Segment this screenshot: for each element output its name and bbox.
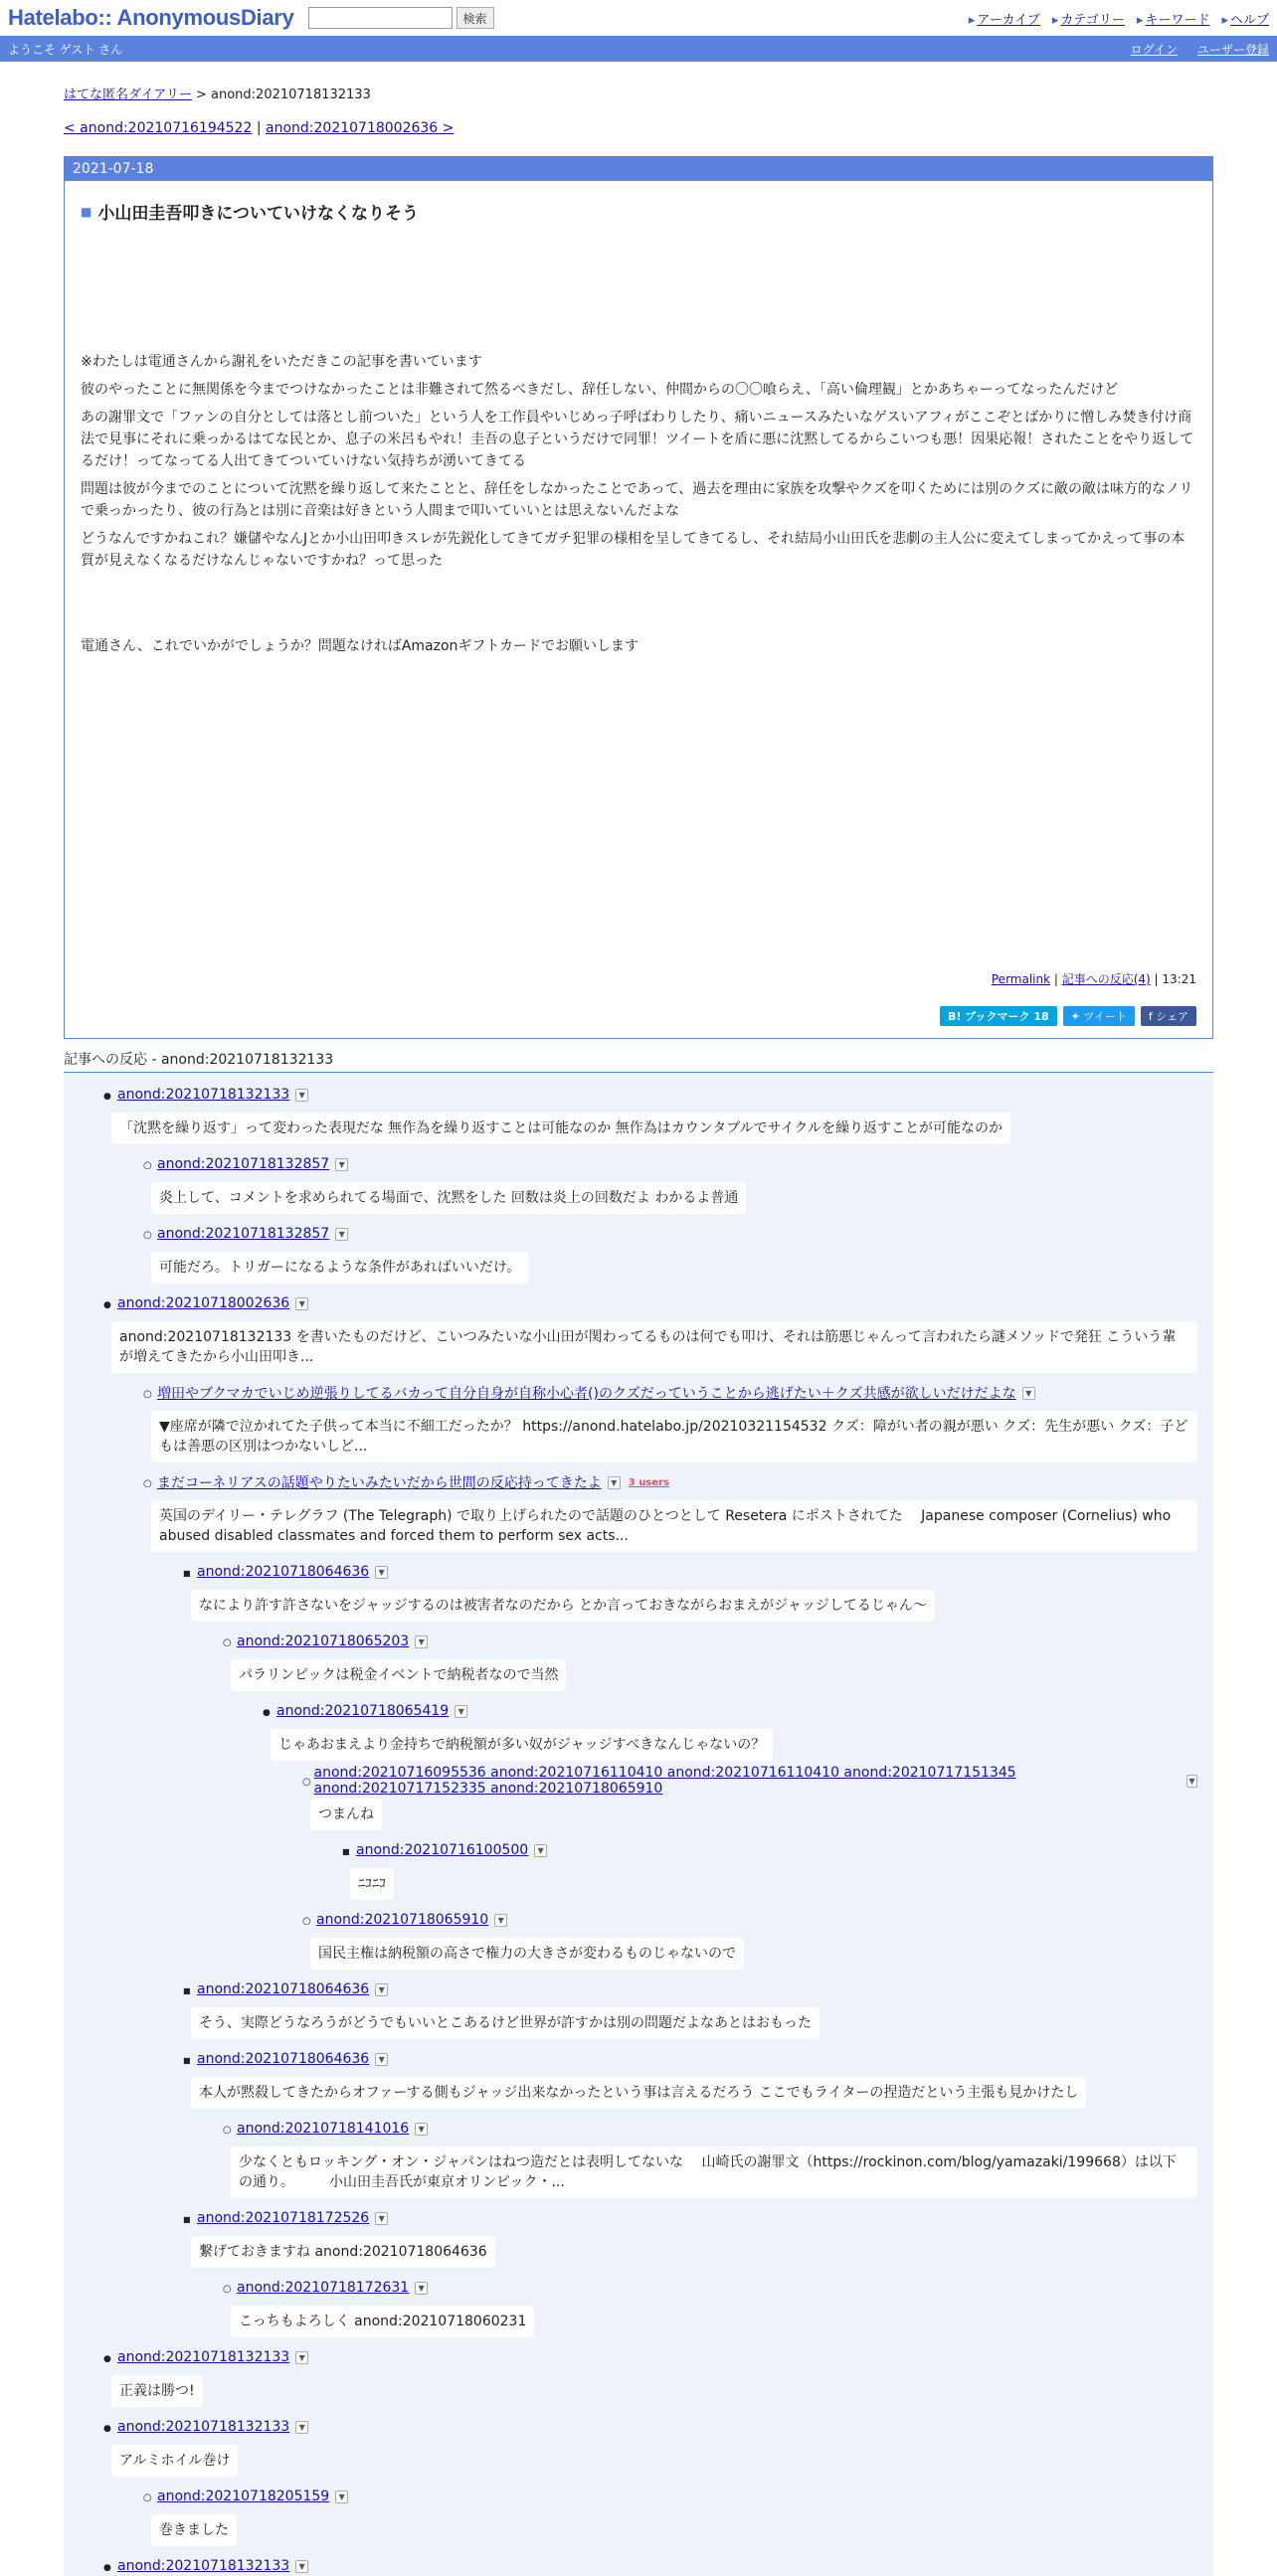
reaction-item — [263, 1701, 1197, 1761]
reaction-link[interactable]: anond:20210718064636 — [197, 1564, 370, 1580]
prev-next-nav — [64, 120, 1213, 136]
reaction-item — [143, 1154, 1197, 1214]
reaction-header — [143, 1154, 1197, 1174]
entry-paragraph: 問題は彼が今までのことについて沈黙を繰り返して来たことと、辞任をしなかったことであって、過去を理由に家族を攻撃やクズを叩くためには別のクズに敵の敵は味方的なノリで乗っかったり、彼の行為とは別に音楽は好きという人間まで叩いていいとは思えないんだよな — [81, 481, 1193, 519]
breadcrumb-separator: > — [191, 87, 212, 102]
header-nav — [969, 9, 1269, 28]
reaction-body: パラリンピックは税金イベントで納税者なので当然 — [231, 1659, 566, 1691]
reaction-header — [302, 1765, 1197, 1797]
entry-closing: 電通さん、これでいかがでしょうか？問題なければAmazonギフトカードでお願いします — [81, 638, 638, 654]
reaction-item — [223, 1631, 1197, 1691]
reaction-item — [103, 2347, 1197, 2407]
sq-bullet-icon — [183, 2211, 197, 2225]
share-buttons — [940, 1006, 1196, 1026]
entry-date: 2021-07-18 — [65, 157, 1212, 181]
dropdown-toggle-icon[interactable]: ▼ — [494, 1914, 507, 1927]
reactions-tree — [64, 1073, 1213, 2576]
reaction-item — [223, 2278, 1197, 2337]
reaction-body: 「沈黙を繰り返す」って変わった表現だな 無作為を繰り返すことは可能なのか 無作為はカウンタブルでサイクルを繰り返すことが可能なのか — [111, 1113, 1010, 1144]
entry-text — [81, 351, 1196, 657]
bookmark-users-count[interactable]: 3 users — [628, 1476, 669, 1488]
reaction-body: なにより許す許さないをジャッジするのは被害者なのだから とか言っておきながらおまえがジャッジしてるじゃん〜 — [191, 1590, 935, 1622]
reaction-body: つまんね — [310, 1799, 382, 1830]
reaction-header — [342, 1840, 1197, 1860]
reaction-header — [103, 2556, 1197, 2576]
entry-footer: Permalink | 記事への反応(4) | 13:21 — [991, 972, 1196, 986]
dropdown-toggle-icon[interactable]: ▼ — [415, 2123, 428, 2136]
circ-bullet-icon — [143, 1157, 157, 1171]
twitter-bird-icon: ✦ — [1070, 1009, 1084, 1023]
sq-bullet-icon — [342, 1843, 356, 1857]
nav-archive-link[interactable]: ▸ アーカイブ — [969, 9, 1040, 28]
reaction-header — [183, 2049, 1197, 2069]
reaction-body: 英国のデイリー・テレグラフ (The Telegraph) で取り上げられたので話題のひとつとして Resetera にポストされてた Japanese composer (Cornelius) who abused disabled classmates and forced them to perform sex acts... — [151, 1500, 1197, 1552]
reaction-body: 繋げておきますね anond:20210718064636 — [191, 2236, 495, 2268]
entry-paragraph: ※わたしは電通さんから謝礼をいただきこの記事を書いています — [81, 354, 482, 370]
dropdown-toggle-icon[interactable]: ▼ — [335, 1228, 348, 1241]
dropdown-toggle-icon[interactable]: ▼ — [295, 2560, 308, 2573]
dropdown-toggle-icon[interactable]: ▼ — [375, 1566, 388, 1579]
reaction-item — [302, 1910, 1197, 1970]
disc-bullet-icon — [103, 1088, 117, 1102]
site-logo[interactable]: Hatelabo:: AnonymousDiary — [8, 5, 294, 30]
entry-paragraph: 彼のやったことに無関係を今までつけなかったことは非難されて然るべきだし、辞任しない、仲間からの〇〇喰らえ、「高い倫理観」とかあちゃーってなったんだけど — [81, 382, 1119, 398]
reaction-header — [143, 2487, 1197, 2506]
reaction-link[interactable]: anond:20210718132857 — [157, 1156, 330, 1172]
reaction-link[interactable]: anond:20210718064636 — [197, 2051, 370, 2067]
reaction-link[interactable]: anond:20210718132133 — [117, 2419, 290, 2435]
search-button[interactable]: 検索 — [456, 7, 494, 29]
reaction-link[interactable]: anond:20210718002636 — [117, 1295, 290, 1311]
welcome-text: ようこそ ゲスト さん — [8, 42, 123, 57]
bookmark-label: B! ブックマーク — [948, 1010, 1030, 1023]
entry-title-text: 小山田圭吾叩きについていけなくなりそう — [97, 204, 420, 224]
disc-bullet-icon — [263, 1704, 276, 1718]
breadcrumb — [64, 84, 1213, 102]
reactions-heading: 記事への反応 - anond:20210718132133 — [64, 1049, 1213, 1073]
reaction-item — [302, 1765, 1197, 1830]
entry-title — [81, 199, 1196, 224]
circ-bullet-icon — [143, 1386, 157, 1400]
circ-bullet-icon — [223, 2122, 237, 2136]
nav-help-link[interactable]: ▸ ヘルプ — [1221, 9, 1269, 28]
title-square-icon[interactable]: ■ — [81, 204, 92, 219]
reaction-item — [143, 1383, 1197, 1462]
disc-bullet-icon — [103, 1296, 117, 1310]
reaction-link[interactable]: 増田やブクマカでいじめ逆張りしてるバカって自分自身が自称小心者()のクズだっていうことから逃げたい＋クズ共感が欲しいだけだよな — [157, 1386, 1016, 1402]
welcome-bar — [0, 36, 1277, 62]
reaction-item — [342, 1840, 1197, 1900]
nav-keyword-link[interactable]: ▸ キーワード — [1137, 9, 1210, 28]
reaction-item — [103, 1085, 1197, 1144]
reaction-header — [223, 2278, 1197, 2298]
prev-next-separator: | — [252, 120, 267, 136]
reaction-header — [223, 1631, 1197, 1651]
reaction-body: こっちもよろしく anond:20210718060231 — [231, 2306, 534, 2337]
reaction-link[interactable]: まだコーネリアスの話題やりたいみたいだから世間の反応持ってきたよ — [157, 1475, 602, 1491]
reaction-body: 本人が黙殺してきたからオファーする側もジャッジ出来なかったという事は言えるだろう ここでもライターの捏造だという主張も見かけたし — [191, 2077, 1086, 2109]
sq-bullet-icon — [183, 1982, 197, 1996]
dropdown-toggle-icon[interactable]: ▼ — [375, 1983, 388, 1996]
disc-bullet-icon — [103, 2559, 117, 2573]
reaction-body: じゃあおまえより金持ちで納税額が多い奴がジャッジすべきなんじゃないの？ — [271, 1729, 773, 1761]
facebook-icon: f — [1148, 1009, 1157, 1023]
dropdown-toggle-icon[interactable]: ▼ — [295, 2421, 308, 2434]
reaction-link[interactable]: anond:20210718172631 — [237, 2280, 410, 2296]
circ-bullet-icon — [302, 1913, 316, 1927]
reaction-body: ﾆｺﾆｺ — [350, 1868, 394, 1900]
reaction-link[interactable]: anond:20210716095536 anond:20210716110410 anond:20210716110410 anond:20210717151345 anond:20210717152335 anond:20210718065910 — [313, 1765, 1016, 1797]
sq-bullet-icon — [183, 1565, 197, 1579]
dropdown-toggle-icon[interactable]: ▼ — [415, 1635, 428, 1648]
reaction-body: 国民主権は納税額の高さで権力の大きさが変わるものじゃないので — [310, 1938, 744, 1970]
reaction-body: 可能だろ。トリガーになるような条件があればいいだけ。 — [151, 1252, 528, 1284]
reaction-header — [302, 1910, 1197, 1930]
breadcrumb-home-link[interactable]: はてな匿名ダイアリー — [64, 87, 192, 102]
login-link[interactable]: ログイン — [1130, 42, 1178, 57]
tweet-button[interactable] — [1063, 1006, 1135, 1026]
reaction-header — [263, 1701, 1197, 1721]
next-entry-link[interactable]: anond:20210718002636 > — [266, 120, 455, 136]
reaction-header — [103, 1085, 1197, 1105]
register-link[interactable]: ユーザー登録 — [1196, 42, 1269, 57]
reaction-body: 正義は勝つ! — [111, 2375, 203, 2407]
reaction-body: 炎上して、コメントを求められてる場面で、沈黙をした 回数は炎上の回数だよ わかるよ普通 — [151, 1182, 746, 1214]
reaction-item — [143, 1472, 1197, 1552]
reaction-item — [183, 1562, 1197, 1622]
reaction-header — [183, 1979, 1197, 1999]
entry-body — [65, 199, 1212, 1038]
reaction-item — [143, 1224, 1197, 1284]
dropdown-toggle-icon[interactable]: ▼ — [415, 2282, 428, 2295]
dropdown-toggle-icon[interactable]: ▼ — [375, 2053, 388, 2066]
reaction-header — [143, 1472, 1197, 1492]
reaction-link[interactable]: anond:20210718132133 — [117, 2558, 290, 2574]
reaction-header — [183, 2208, 1197, 2228]
breadcrumb-current: anond:20210718132133 — [211, 87, 371, 102]
reaction-body: ▼座席が隣で泣かれてた子供って本当に不細工だったか？ https://anond.hatelabo.jp/20210321154532 クズ：障がい者の親が悪い クズ：先生が悪い クズ：子どもは善悪の区別はつかないしど... — [151, 1411, 1197, 1462]
reaction-link[interactable]: anond:20210718065910 — [316, 1912, 489, 1928]
entry-paragraph: どうなんですかねこれ？嫌儲やなんJとか小山田叩きスレが先鋭化してきてガチ犯罪の様相を呈してきてるし、それ結局小山田氏を悲劇の主人公に変えてしまってかえって事の本質が見えなくなるだけなんじゃないですかね？って思った — [81, 531, 1186, 569]
reaction-header — [103, 2417, 1197, 2437]
circ-bullet-icon — [223, 2281, 237, 2295]
reaction-link[interactable]: anond:20210716100500 — [356, 1842, 529, 1858]
entry-time: 13:21 — [1162, 972, 1196, 986]
dropdown-toggle-icon[interactable]: ▼ — [455, 1705, 467, 1718]
sq-bullet-icon — [183, 2052, 197, 2066]
reaction-link[interactable]: anond:20210718064636 — [197, 1981, 370, 1997]
reaction-link[interactable]: anond:20210718205159 — [157, 2489, 330, 2504]
reaction-body: アルミホイル巻け — [111, 2445, 238, 2477]
reaction-header — [223, 2119, 1197, 2139]
reaction-link[interactable]: anond:20210718132133 — [117, 1087, 290, 1103]
reactions-link[interactable]: 記事への反応(4) — [1061, 972, 1151, 986]
dropdown-toggle-icon[interactable]: ▼ — [335, 2490, 348, 2503]
disc-bullet-icon — [103, 2420, 117, 2434]
share-label: シェア — [1156, 1010, 1188, 1023]
reaction-item — [103, 2556, 1197, 2576]
reaction-item — [143, 2487, 1197, 2546]
reaction-header — [103, 1293, 1197, 1313]
hatena-bookmark-button[interactable] — [940, 1006, 1057, 1026]
reaction-item — [183, 1979, 1197, 2039]
reaction-link[interactable]: anond:20210718065419 — [276, 1703, 450, 1719]
reaction-header — [143, 1224, 1197, 1244]
dropdown-toggle-icon[interactable]: ▼ — [375, 2212, 388, 2225]
prev-entry-link[interactable]: < anond:20210716194522 — [64, 120, 253, 136]
reaction-item — [183, 2049, 1197, 2109]
reaction-item — [183, 2208, 1197, 2268]
search-input[interactable] — [308, 7, 453, 29]
reaction-link[interactable]: anond:20210718132857 — [157, 1226, 330, 1242]
dropdown-toggle-icon[interactable]: ▼ — [1186, 1775, 1197, 1788]
circ-bullet-icon — [143, 1475, 157, 1489]
dropdown-toggle-icon[interactable]: ▼ — [335, 1158, 348, 1171]
disc-bullet-icon — [103, 2350, 117, 2364]
dropdown-toggle-icon[interactable]: ▼ — [1022, 1387, 1035, 1400]
reaction-body: 巻きました — [151, 2514, 237, 2546]
reaction-link[interactable]: anond:20210718141016 — [237, 2121, 410, 2137]
main-content — [64, 84, 1213, 2576]
dropdown-toggle-icon[interactable]: ▼ — [295, 2351, 308, 2364]
reaction-body: 少なくともロッキング・オン・ジャパンはねつ造だとは表明してないな 山崎氏の謝罪文（https://rockinon.com/blog/yamazaki/199668）は以下の通り。 小山田圭吾氏が東京オリンピック・... — [231, 2147, 1197, 2198]
tweet-label: ツイート — [1083, 1010, 1127, 1023]
dropdown-toggle-icon[interactable]: ▼ — [295, 1297, 308, 1310]
dropdown-toggle-icon[interactable]: ▼ — [534, 1844, 547, 1857]
circ-bullet-icon — [143, 2490, 157, 2503]
reaction-header — [143, 1383, 1197, 1403]
circ-bullet-icon — [143, 1227, 157, 1241]
bookmark-count: 18 — [1033, 1009, 1049, 1023]
dropdown-toggle-icon[interactable]: ▼ — [295, 1089, 308, 1102]
entry-box — [64, 156, 1213, 1039]
permalink-link[interactable]: Permalink — [991, 972, 1051, 986]
reaction-item — [103, 2417, 1197, 2477]
facebook-share-button[interactable] — [1141, 1006, 1196, 1026]
dropdown-toggle-icon[interactable]: ▼ — [608, 1476, 621, 1489]
reaction-link[interactable]: anond:20210718132133 — [117, 2349, 290, 2365]
reaction-link[interactable]: anond:20210718065203 — [237, 1633, 410, 1649]
reaction-link[interactable]: anond:20210718172526 — [197, 2210, 370, 2226]
entry-paragraph: あの謝罪文で「ファンの自分としては落とし前ついた」という人を工作員やいじめっ子呼ばわりしたり、痛いニュースみたいなゲスいアフィがここぞとばかりに憎しみ焚き付け商法で見事にそれに乗っかるはてな民とか、息子の米呂もやれ！圭吾の息子というだけで同罪！ツイートを盾に悪に沈黙してるからこいつも悪！因果応報！されたことをやり返してるだけ！ってなってる人出てきてついていけない気持ちが湧いてきてる — [81, 410, 1194, 469]
reaction-body: そう、実際どうなろうがどうでもいいとこあるけど世界が許すかは別の問題だよなあとはおもった — [191, 2007, 820, 2039]
top-header — [0, 0, 1277, 36]
reaction-item — [223, 2119, 1197, 2198]
reaction-header — [183, 1562, 1197, 1582]
reaction-header — [103, 2347, 1197, 2367]
reaction-body: anond:20210718132133 を書いたものだけど、こいつみたいな小山田が関わってるものは何でも叩け、それは筋悪じゃんって言われたら謎メソッドで発狂 こういう輩が増えてきたから小山田叩き... — [111, 1321, 1197, 1373]
nav-category-link[interactable]: ▸ カテゴリー — [1052, 9, 1125, 28]
circ-bullet-icon — [302, 1774, 314, 1788]
circ-bullet-icon — [223, 1634, 237, 1648]
reaction-item — [103, 1293, 1197, 1373]
